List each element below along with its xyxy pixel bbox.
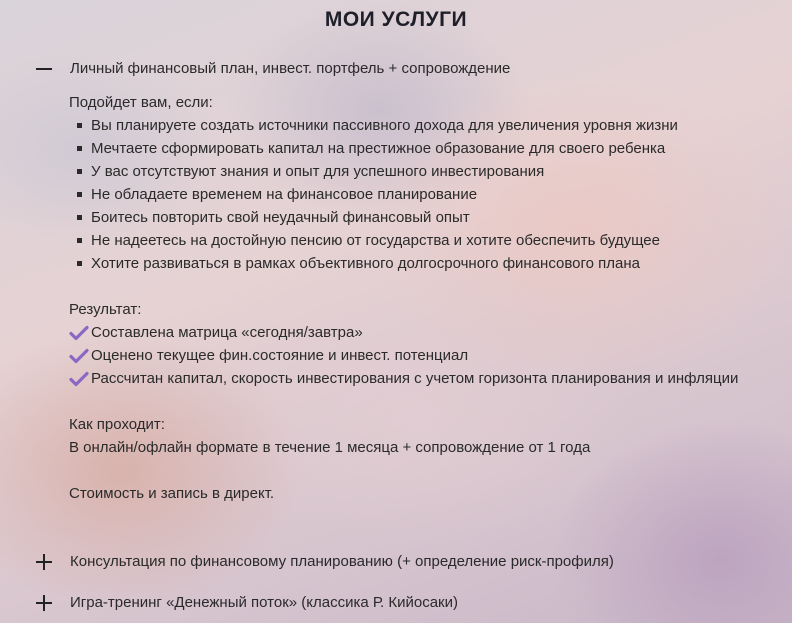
accordion-item-financial-plan[interactable] <box>36 60 510 77</box>
accordion-item-label: Игра-тренинг «Денежный поток» (классика Р. Кийосаки) <box>70 594 458 611</box>
fit-list-item: У вас отсутствуют знания и опыт для успешного инвестирования <box>69 160 779 183</box>
fit-list-item: Вы планируете создать источники пассивного дохода для увеличения уровня жизни <box>69 114 779 137</box>
fit-list-item: Мечтаете сформировать капитал на престижное образование для своего ребенка <box>69 137 779 160</box>
fit-list-item: Хотите развиваться в рамках объективного долгосрочного финансового плана <box>69 252 779 275</box>
result-heading: Результат: <box>69 301 142 318</box>
plus-icon[interactable] <box>36 554 52 570</box>
plus-icon[interactable] <box>36 595 52 611</box>
check-icon <box>69 325 89 341</box>
check-icon <box>69 348 89 364</box>
accordion-content-financial-plan <box>69 91 779 505</box>
check-icon <box>69 371 89 387</box>
result-list <box>69 321 779 390</box>
result-list-item: Рассчитан капитал, скорость инвестирования с учетом горизонта планирования и инфляции <box>69 367 779 390</box>
result-list-item: Оценено текущее фин.состояние и инвест. потенциал <box>69 344 779 367</box>
accordion-item-cashflow-game[interactable] <box>36 594 458 611</box>
process-text: В онлайн/офлайн формате в течение 1 месяца + сопровождение от 1 года <box>69 439 591 456</box>
accordion-item-label: Личный финансовый план, инвест. портфель + сопровождение <box>70 60 511 77</box>
accordion-item-label: Консультация по финансовому планированию (+ определение риск-профиля) <box>70 553 614 570</box>
minus-icon[interactable] <box>36 61 52 77</box>
page-title: МОИ УСЛУГИ <box>324 8 468 31</box>
fit-list-item: Не надеетесь на достойную пенсию от государства и хотите обеспечить будущее <box>69 229 779 252</box>
accordion-item-consultation[interactable] <box>36 553 614 570</box>
price-text: Стоимость и запись в директ. <box>69 485 275 502</box>
fit-list <box>69 114 779 275</box>
fit-heading: Подойдет вам, если: <box>69 94 213 111</box>
process-heading: Как проходит: <box>69 416 165 433</box>
result-list-item: Составлена матрица «сегодня/завтра» <box>69 321 779 344</box>
fit-list-item: Не обладаете временем на финансовое планирование <box>69 183 779 206</box>
fit-list-item: Боитесь повторить свой неудачный финансовый опыт <box>69 206 779 229</box>
